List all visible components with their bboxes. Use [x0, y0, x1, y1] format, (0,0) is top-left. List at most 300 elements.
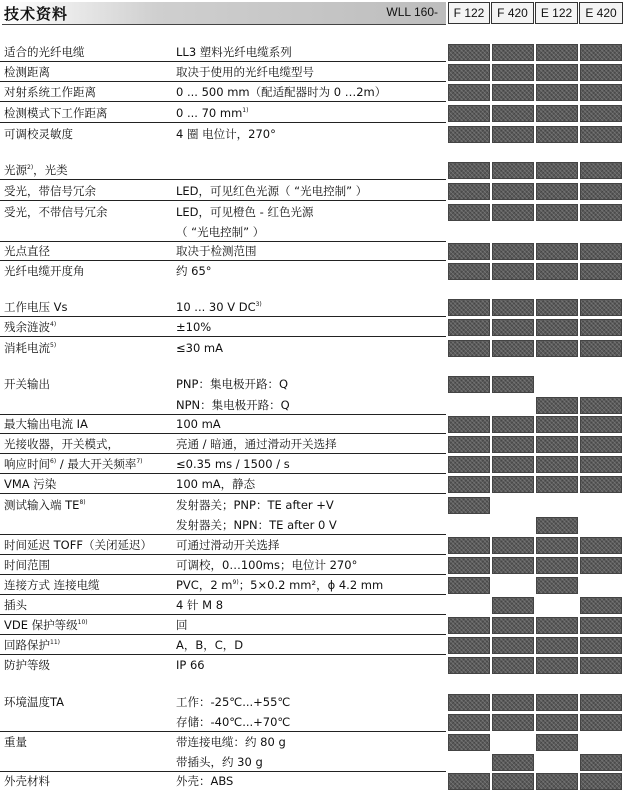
spec-row	[0, 125, 626, 143]
spec-label-text: VDE 保护等级	[4, 618, 78, 632]
row-divider	[0, 433, 446, 434]
applicability-cell	[580, 183, 622, 200]
applicability-cell	[448, 299, 490, 316]
spec-label	[4, 262, 85, 280]
spec-value-text: LL3 塑料光纤电缆系列	[176, 45, 292, 59]
spec-value	[176, 475, 255, 493]
spec-label	[4, 556, 50, 574]
spec-row	[0, 475, 626, 493]
spec-label	[4, 63, 50, 81]
spec-label-text: 对射系统工作距离	[4, 85, 96, 99]
applicability-cell	[580, 617, 622, 634]
spec-value-text: 取决于检测范围	[176, 244, 257, 258]
applicability-cell	[580, 204, 622, 221]
spec-row	[0, 415, 626, 433]
spec-row	[0, 262, 626, 280]
spec-row	[0, 516, 626, 534]
spec-value	[176, 576, 383, 594]
spec-label	[4, 182, 96, 200]
applicability-cell	[536, 340, 578, 357]
applicability-cell	[536, 456, 578, 473]
applicability-cell	[580, 263, 622, 280]
spec-value-text: 4 针 M 8	[176, 598, 224, 612]
applicability-cell	[448, 126, 490, 143]
footnote-ref: 6)	[50, 458, 57, 465]
spec-value-text: ≤0.35 ms / 1500 / s	[176, 457, 290, 471]
spec-label-text: 残余涟波	[4, 320, 50, 334]
spec-value-text: A，B，C，D	[176, 638, 244, 652]
column-header-e122: E 122	[535, 2, 578, 24]
row-divider	[0, 81, 446, 82]
spec-value	[176, 415, 221, 433]
spec-value	[176, 693, 290, 711]
row-divider	[0, 493, 446, 494]
row-divider	[0, 61, 446, 62]
spec-value	[176, 262, 212, 280]
applicability-cell	[580, 637, 622, 654]
spec-value-text: 约 65°	[176, 264, 212, 278]
applicability-cell	[536, 84, 578, 101]
spec-value-text: PNP：集电极开路：Q	[176, 377, 289, 391]
footnote-ref: 3)	[255, 301, 262, 308]
applicability-cell	[492, 243, 534, 260]
spec-value	[176, 223, 264, 241]
applicability-cell	[448, 456, 490, 473]
spec-label	[4, 125, 73, 143]
applicability-cell	[580, 397, 622, 414]
spec-label-text: 连接方式 连接电缆	[4, 578, 100, 592]
spec-value-text: LED，可见橙色 - 红色光源	[176, 205, 314, 219]
spec-value	[176, 556, 357, 574]
spec-label-text: VMA 污染	[4, 477, 57, 491]
spec-value-text: 0 ... 70 mm	[176, 106, 243, 120]
spec-value-tail: ；5×0.2 mm²，ϕ 4.2 mm	[238, 578, 384, 592]
spec-value	[176, 104, 248, 122]
spec-row	[0, 242, 626, 260]
spec-value	[176, 339, 223, 357]
row-divider	[0, 614, 446, 615]
spec-label-text: 光源	[4, 163, 27, 177]
spec-label-tail: ，光类	[33, 163, 68, 177]
applicability-cell	[492, 299, 534, 316]
applicability-cell	[580, 105, 622, 122]
applicability-cell	[492, 263, 534, 280]
applicability-cell	[448, 714, 490, 731]
applicability-cell	[580, 657, 622, 674]
spec-label	[4, 733, 27, 751]
spec-value	[176, 656, 205, 674]
applicability-cell	[580, 84, 622, 101]
applicability-cell	[448, 84, 490, 101]
spec-value	[176, 536, 280, 554]
spec-row	[0, 203, 626, 221]
spec-label	[4, 475, 56, 493]
footnote-ref: 4)	[50, 321, 57, 328]
applicability-cell	[492, 637, 534, 654]
spec-label-text: 光接收器，开关模式，	[4, 437, 119, 451]
spec-label-tail: / 最大开关频率	[56, 457, 137, 471]
applicability-cell	[536, 263, 578, 280]
spec-label	[4, 496, 86, 514]
spec-value	[176, 496, 334, 514]
applicability-cell	[492, 416, 534, 433]
applicability-cell	[536, 694, 578, 711]
row-divider	[0, 554, 446, 555]
spec-value	[176, 616, 188, 634]
applicability-cell	[448, 773, 490, 790]
applicability-cell	[580, 319, 622, 336]
spec-value	[176, 298, 262, 316]
spec-value	[176, 203, 314, 221]
spec-row	[0, 693, 626, 711]
spec-label	[4, 298, 68, 316]
applicability-cell	[536, 537, 578, 554]
spec-value	[176, 733, 286, 751]
applicability-cell	[492, 456, 534, 473]
spec-label-text: 检测模式下工作距离	[4, 106, 108, 120]
spec-label	[4, 435, 119, 453]
spec-row	[0, 161, 626, 179]
spec-label-text: 外壳材料	[4, 774, 50, 788]
applicability-cell	[492, 694, 534, 711]
spec-value	[176, 242, 257, 260]
applicability-cell	[536, 204, 578, 221]
applicability-cell	[448, 183, 490, 200]
spec-label	[4, 636, 60, 654]
applicability-cell	[448, 376, 490, 393]
applicability-cell	[536, 64, 578, 81]
row-divider	[0, 336, 446, 337]
applicability-cell	[580, 754, 622, 771]
row-divider	[0, 122, 446, 123]
spec-row	[0, 556, 626, 574]
applicability-cell	[448, 105, 490, 122]
column-header-f122: F 122	[448, 2, 490, 24]
model-label: WLL 160-	[386, 5, 438, 19]
applicability-cell	[492, 773, 534, 790]
spec-row	[0, 636, 626, 654]
spec-label-text: 回路保护	[4, 638, 50, 652]
spec-row	[0, 576, 626, 594]
spec-label-text: 开关输出	[4, 377, 50, 391]
spec-value	[176, 83, 386, 101]
applicability-cell	[536, 416, 578, 433]
spec-value-text: ±10%	[176, 320, 212, 334]
spec-value	[176, 396, 290, 414]
applicability-cell	[580, 714, 622, 731]
header	[0, 2, 626, 26]
applicability-cell	[492, 597, 534, 614]
row-divider	[0, 200, 446, 201]
spec-label	[4, 576, 100, 594]
applicability-cell	[448, 64, 490, 81]
applicability-cell	[448, 263, 490, 280]
spec-row	[0, 616, 626, 634]
spec-label-text: 工作电压 Vs	[4, 300, 68, 314]
spec-value-text: 带连接电缆：约 80 g	[176, 735, 286, 749]
spec-value-text: （ “光电控制” ）	[176, 225, 265, 239]
applicability-cell	[580, 597, 622, 614]
spec-row	[0, 435, 626, 453]
row-divider	[0, 634, 446, 635]
applicability-cell	[448, 436, 490, 453]
spec-value-text: 可调校，0…100ms；电位计 270°	[176, 558, 358, 572]
spec-row	[0, 772, 626, 790]
spec-row	[0, 43, 626, 61]
applicability-cell	[448, 637, 490, 654]
spec-label-text: 光纤电缆开度角	[4, 264, 85, 278]
spec-value	[176, 182, 367, 200]
spec-row	[0, 318, 626, 336]
spec-value-text: 发射器关；NPN：TE after 0 V	[176, 518, 337, 532]
applicability-cell	[536, 319, 578, 336]
applicability-cell	[492, 64, 534, 81]
footnote-ref: 2)	[27, 164, 34, 171]
spec-value	[176, 63, 314, 81]
spec-label-text: 插头	[4, 598, 27, 612]
spec-label-text: 重量	[4, 735, 27, 749]
applicability-cell	[536, 577, 578, 594]
spec-label-text: 适合的光纤电缆	[4, 45, 85, 59]
applicability-cell	[492, 657, 534, 674]
spec-row	[0, 496, 626, 514]
spec-label	[4, 415, 88, 433]
spec-value	[176, 435, 337, 453]
spec-row	[0, 182, 626, 200]
row-divider	[0, 574, 446, 575]
spec-label	[4, 616, 88, 634]
spec-label	[4, 242, 50, 260]
applicability-cell	[448, 44, 490, 61]
applicability-cell	[536, 126, 578, 143]
applicability-cell	[448, 497, 490, 514]
applicability-cell	[580, 773, 622, 790]
applicability-cell	[536, 734, 578, 751]
spec-row	[0, 396, 626, 414]
applicability-cell	[448, 537, 490, 554]
spec-value	[176, 43, 292, 61]
spec-value-text: 可通过滑动开关选择	[176, 538, 280, 552]
applicability-cell	[536, 657, 578, 674]
spec-row	[0, 104, 626, 122]
applicability-cell	[580, 557, 622, 574]
applicability-cell	[492, 183, 534, 200]
spec-row	[0, 713, 626, 731]
spec-label-text: 防护等级	[4, 658, 50, 672]
spec-value	[176, 125, 276, 143]
applicability-cell	[580, 537, 622, 554]
applicability-cell	[492, 754, 534, 771]
applicability-cell	[492, 340, 534, 357]
applicability-cell	[448, 243, 490, 260]
spec-row	[0, 375, 626, 393]
spec-value	[176, 753, 263, 771]
spec-value	[176, 516, 337, 534]
spec-label-text: 可调校灵敏度	[4, 127, 73, 141]
spec-label	[4, 656, 50, 674]
spec-value-text: 0 ... 500 mm（配适配器时为 0 …2m）	[176, 85, 387, 99]
applicability-cell	[492, 714, 534, 731]
spec-value-text: NPN：集电极开路：Q	[176, 398, 290, 412]
applicability-cell	[536, 44, 578, 61]
spec-row	[0, 298, 626, 316]
row-divider	[0, 316, 446, 317]
spec-label-text: 受光，不带信号冗余	[4, 205, 108, 219]
spec-value-text: 亮通 / 暗通，通过滑动开关选择	[176, 437, 337, 451]
spec-value	[176, 772, 233, 790]
spec-label	[4, 536, 152, 554]
applicability-cell	[580, 44, 622, 61]
applicability-cell	[492, 319, 534, 336]
spec-row	[0, 63, 626, 81]
applicability-cell	[580, 694, 622, 711]
applicability-cell	[580, 64, 622, 81]
spec-row	[0, 455, 626, 473]
row-divider	[0, 473, 446, 474]
footnote-ref: 10)	[77, 619, 88, 626]
spec-value-text: PVC，2 m	[176, 578, 233, 592]
row-divider	[0, 534, 446, 535]
spec-row	[0, 536, 626, 554]
applicability-cell	[580, 340, 622, 357]
spec-label	[4, 104, 108, 122]
applicability-cell	[448, 340, 490, 357]
spec-label	[4, 455, 143, 473]
applicability-cell	[492, 204, 534, 221]
applicability-cell	[536, 162, 578, 179]
applicability-cell	[580, 416, 622, 433]
spec-row	[0, 656, 626, 674]
footnote-ref: 1)	[242, 107, 249, 114]
page-title: 技术资料	[4, 5, 69, 23]
applicability-cell	[448, 162, 490, 179]
spec-value	[176, 596, 223, 614]
applicability-cell	[580, 299, 622, 316]
spec-row	[0, 733, 626, 751]
spec-label	[4, 772, 50, 790]
spec-label	[4, 83, 96, 101]
applicability-cell	[536, 397, 578, 414]
spec-row	[0, 753, 626, 771]
spec-label-text: 时间延迟 TOFF（关闭延迟）	[4, 538, 152, 552]
row-divider	[0, 731, 446, 732]
row-divider	[0, 260, 446, 261]
spec-value-text: 带插头，约 30 g	[176, 755, 263, 769]
spec-value	[176, 375, 288, 393]
applicability-cell	[448, 734, 490, 751]
applicability-cell	[492, 105, 534, 122]
spec-value-text: 取决于使用的光纤电缆型号	[176, 65, 314, 79]
spec-label-text: 响应时间	[4, 457, 50, 471]
applicability-cell	[448, 694, 490, 711]
applicability-cell	[536, 773, 578, 790]
spec-label	[4, 375, 50, 393]
applicability-cell	[492, 617, 534, 634]
row-divider	[0, 654, 446, 655]
footnote-ref: 11)	[50, 639, 60, 646]
spec-value-text: 10 ... 30 V DC	[176, 300, 256, 314]
applicability-cell	[492, 476, 534, 493]
applicability-cell	[448, 476, 490, 493]
applicability-cell	[536, 183, 578, 200]
spec-label	[4, 161, 68, 179]
spec-value-text: LED，可见红色光源（ “光电控制” ）	[176, 184, 368, 198]
spec-label	[4, 693, 64, 711]
spec-value-text: ≤30 mA	[176, 341, 223, 355]
applicability-cell	[536, 243, 578, 260]
applicability-cell	[580, 243, 622, 260]
spec-label	[4, 318, 56, 336]
column-header-f420: F 420	[491, 2, 534, 24]
applicability-cell	[492, 436, 534, 453]
applicability-cell	[448, 204, 490, 221]
title-bar	[2, 2, 446, 25]
spec-label	[4, 203, 108, 221]
applicability-cell	[492, 162, 534, 179]
column-header-e420: E 420	[579, 2, 623, 24]
applicability-cell	[448, 557, 490, 574]
spec-label	[4, 43, 85, 61]
applicability-cell	[580, 126, 622, 143]
applicability-cell	[448, 657, 490, 674]
applicability-cell	[492, 126, 534, 143]
spec-label-text: 时间范围	[4, 558, 50, 572]
spec-label-text: 环境温度TA	[4, 695, 64, 709]
applicability-cell	[536, 617, 578, 634]
spec-row	[0, 83, 626, 101]
spec-value	[176, 713, 290, 731]
applicability-cell	[536, 637, 578, 654]
spec-label-text: 光点直径	[4, 244, 50, 258]
spec-value-text: 回	[176, 618, 188, 632]
applicability-cell	[580, 476, 622, 493]
spec-row	[0, 223, 626, 241]
applicability-cell	[536, 476, 578, 493]
spec-value-text: 100 mA，静态	[176, 477, 256, 491]
spec-value	[176, 318, 211, 336]
applicability-cell	[580, 456, 622, 473]
spec-label-text: 受光，带信号冗余	[4, 184, 96, 198]
spec-value-text: 发射器关；PNP：TE after +V	[176, 498, 334, 512]
spec-label-text: 最大输出电流 IA	[4, 417, 88, 431]
applicability-cell	[492, 44, 534, 61]
applicability-cell	[536, 105, 578, 122]
spec-value-text: 存储：-40℃...+70℃	[176, 715, 291, 729]
applicability-cell	[536, 714, 578, 731]
footnote-ref: 9)	[232, 579, 239, 586]
footnote-ref: 5)	[50, 342, 57, 349]
spec-row	[0, 339, 626, 357]
applicability-cell	[448, 319, 490, 336]
applicability-cell	[492, 557, 534, 574]
applicability-cell	[536, 557, 578, 574]
applicability-cell	[448, 577, 490, 594]
spec-row	[0, 596, 626, 614]
spec-value-text: IP 66	[176, 658, 205, 672]
spec-value-text: 100 mA	[176, 417, 221, 431]
spec-value	[176, 455, 290, 473]
spec-value-text: 工作：-25℃...+55℃	[176, 695, 291, 709]
spec-value	[176, 636, 243, 654]
spec-label-text: 检测距离	[4, 65, 50, 79]
applicability-cell	[492, 376, 534, 393]
applicability-cell	[536, 299, 578, 316]
applicability-cell	[536, 436, 578, 453]
spec-value-text: 4 圈 电位计，270°	[176, 127, 276, 141]
footnote-ref: 7)	[136, 458, 143, 465]
applicability-cell	[492, 537, 534, 554]
applicability-cell	[580, 162, 622, 179]
